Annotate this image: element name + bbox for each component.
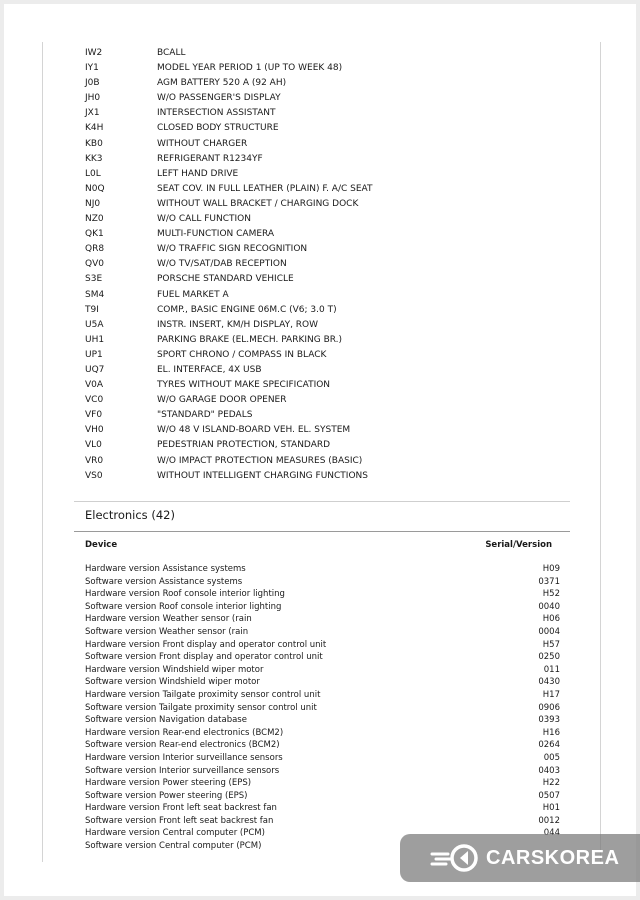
serial-version: 0040 <box>538 601 560 612</box>
table-row <box>85 777 560 790</box>
serial-version: H01 <box>542 803 560 814</box>
table-row <box>85 790 560 803</box>
device-name: Hardware version Front left seat backrest fan <box>85 803 277 814</box>
equipment-list <box>85 46 565 484</box>
equipment-row <box>85 393 565 408</box>
option-code: UH1 <box>85 334 105 345</box>
serial-version: H22 <box>542 778 560 789</box>
serial-version: H52 <box>542 589 560 600</box>
option-description: W/O CALL FUNCTION <box>157 214 251 225</box>
equipment-row <box>85 106 565 121</box>
equipment-row <box>85 272 565 287</box>
device-name: Software version Front display and operator control unit <box>85 652 323 663</box>
table-row <box>85 651 560 664</box>
device-name: Hardware version Assistance systems <box>85 564 246 574</box>
serial-version: 0906 <box>538 702 560 713</box>
device-name: Software version Roof console interior lighting <box>85 601 282 612</box>
equipment-row <box>85 318 565 333</box>
option-code: SM4 <box>85 289 105 300</box>
equipment-row <box>85 288 565 303</box>
table-row <box>85 739 560 752</box>
option-description: "STANDARD" PEDALS <box>157 410 253 421</box>
table-row <box>85 689 560 702</box>
option-description: SPORT CHRONO / COMPASS IN BLACK <box>157 349 327 360</box>
option-code: T9I <box>85 304 99 315</box>
serial-version: 0371 <box>538 576 560 587</box>
serial-version: 0250 <box>538 652 560 663</box>
option-description: PORSCHE STANDARD VEHICLE <box>157 274 294 285</box>
option-description: LEFT HAND DRIVE <box>157 168 239 179</box>
device-name: Software version Interior surveillance sensors <box>85 765 280 776</box>
serial-version: 005 <box>543 752 560 763</box>
option-description: WITHOUT CHARGER <box>157 138 248 149</box>
serial-version: H16 <box>542 727 560 738</box>
equipment-row <box>85 91 565 106</box>
option-description: BCALL <box>157 48 186 58</box>
option-code: IY1 <box>85 63 99 74</box>
option-code: QV0 <box>85 259 104 270</box>
serial-version: 0264 <box>538 740 560 751</box>
option-code: VR0 <box>85 455 104 466</box>
equipment-row <box>85 333 565 348</box>
table-row <box>85 802 560 815</box>
device-name: Software version Front left seat backrest fan <box>85 815 274 826</box>
serial-version: H57 <box>542 639 560 650</box>
equipment-row <box>85 197 565 212</box>
table-row <box>85 626 560 639</box>
option-code: L0L <box>85 168 101 179</box>
equipment-row <box>85 46 565 61</box>
option-code: IW2 <box>85 48 103 58</box>
equipment-row <box>85 76 565 91</box>
equipment-row <box>85 408 565 423</box>
option-code: VL0 <box>85 440 102 451</box>
option-code: J0B <box>85 78 100 89</box>
serial-version: 0012 <box>538 815 560 826</box>
column-header-serial-version: Serial/Version <box>485 540 552 550</box>
device-name: Software version Tailgate proximity sensor control unit <box>85 702 317 713</box>
table-row <box>85 588 560 601</box>
option-description: W/O GARAGE DOOR OPENER <box>157 395 287 406</box>
device-name: Software version Windshield wiper motor <box>85 677 260 688</box>
equipment-row <box>85 121 565 136</box>
table-row <box>85 639 560 652</box>
table-row <box>85 714 560 727</box>
device-name: Hardware version Front display and operator control unit <box>85 639 327 650</box>
equipment-row <box>85 348 565 363</box>
equipment-row <box>85 257 565 272</box>
equipment-row <box>85 152 565 167</box>
page-left-border <box>42 42 43 862</box>
option-description: AGM BATTERY 520 A (92 AH) <box>157 78 287 89</box>
table-row <box>85 601 560 614</box>
equipment-row <box>85 423 565 438</box>
serial-version: 0393 <box>538 715 560 726</box>
option-code: UQ7 <box>85 364 105 375</box>
equipment-row <box>85 242 565 257</box>
serial-version: H17 <box>542 689 560 700</box>
option-description: WITHOUT WALL BRACKET / CHARGING DOCK <box>157 198 359 209</box>
option-code: KK3 <box>85 153 103 164</box>
device-name: Software version Central computer (PCM) <box>85 841 262 852</box>
electronics-table <box>85 563 560 853</box>
serial-version: 0430 <box>538 677 560 688</box>
device-name: Software version Rear-end electronics (BCM2) <box>85 740 280 751</box>
device-name: Hardware version Rear-end electronics (BCM2) <box>85 727 284 738</box>
option-description: INTERSECTION ASSISTANT <box>157 108 276 119</box>
option-description: SEAT COV. IN FULL LEATHER (PLAIN) F. A/C SEAT <box>157 183 373 194</box>
option-description: COMP., BASIC ENGINE 06M.C (V6; 3.0 T) <box>157 304 337 315</box>
watermark-text: CARSKOREA <box>486 847 620 869</box>
serial-version: 011 <box>543 664 560 675</box>
option-code: JX1 <box>85 108 100 119</box>
table-row <box>85 765 560 778</box>
device-name: Hardware version Power steering (EPS) <box>85 778 252 789</box>
option-code: V0A <box>85 380 104 391</box>
option-code: QK1 <box>85 229 104 240</box>
equipment-row <box>85 227 565 242</box>
table-row <box>85 613 560 626</box>
device-name: Hardware version Central computer (PCM) <box>85 828 265 839</box>
carskorea-logo-icon <box>430 842 482 874</box>
serial-version: 0403 <box>538 765 560 776</box>
device-name: Hardware version Roof console interior lighting <box>85 589 285 600</box>
device-name: Hardware version Weather sensor (rain <box>85 614 252 625</box>
option-description: EL. INTERFACE, 4X USB <box>157 364 262 375</box>
document-page <box>4 4 636 896</box>
option-description: REFRIGERANT R1234YF <box>157 153 263 164</box>
option-description: PEDESTRIAN PROTECTION, STANDARD <box>157 440 331 451</box>
serial-version: H06 <box>542 614 560 625</box>
option-code: UP1 <box>85 349 103 360</box>
table-row <box>85 702 560 715</box>
option-code: VC0 <box>85 395 104 406</box>
column-header-device: Device <box>85 540 118 550</box>
option-description: W/O PASSENGER'S DISPLAY <box>157 93 281 104</box>
option-code: VH0 <box>85 425 104 436</box>
equipment-row <box>85 182 565 197</box>
option-description: WITHOUT INTELLIGENT CHARGING FUNCTIONS <box>157 470 368 481</box>
device-name: Software version Navigation database <box>85 715 247 726</box>
option-code: KB0 <box>85 138 103 149</box>
equipment-row <box>85 212 565 227</box>
device-name: Hardware version Interior surveillance sensors <box>85 752 283 763</box>
table-row <box>85 563 560 576</box>
table-row <box>85 815 560 828</box>
equipment-row <box>85 454 565 469</box>
option-description: W/O IMPACT PROTECTION MEASURES (BASIC) <box>157 455 363 466</box>
section-divider <box>74 501 570 502</box>
option-code: NJ0 <box>85 198 101 209</box>
equipment-row <box>85 363 565 378</box>
table-row <box>85 676 560 689</box>
option-code: VS0 <box>85 470 103 481</box>
option-code: QR8 <box>85 244 105 255</box>
serial-version: H09 <box>542 564 560 574</box>
equipment-row <box>85 303 565 318</box>
option-code: NZ0 <box>85 214 104 225</box>
option-description: INSTR. INSERT, KM/H DISPLAY, ROW <box>157 319 319 330</box>
equipment-row <box>85 137 565 152</box>
table-row <box>85 727 560 740</box>
option-code: S3E <box>85 274 103 285</box>
table-row <box>85 576 560 589</box>
device-name: Hardware version Tailgate proximity sensor control unit <box>85 689 321 700</box>
equipment-row <box>85 378 565 393</box>
option-description: MODEL YEAR PERIOD 1 (UP TO WEEK 48) <box>157 63 343 74</box>
option-code: K4H <box>85 123 104 134</box>
table-row <box>85 664 560 677</box>
device-name: Software version Weather sensor (rain <box>85 626 249 637</box>
option-description: CLOSED BODY STRUCTURE <box>157 123 279 134</box>
option-code: JH0 <box>85 93 101 104</box>
equipment-row <box>85 167 565 182</box>
device-name: Software version Power steering (EPS) <box>85 790 248 801</box>
serial-version: 0004 <box>538 626 560 637</box>
watermark-badge <box>400 834 640 882</box>
option-code: U5A <box>85 319 104 330</box>
serial-version: 0507 <box>538 790 560 801</box>
option-description: FUEL MARKET A <box>157 289 229 300</box>
equipment-row <box>85 469 565 484</box>
option-description: W/O TRAFFIC SIGN RECOGNITION <box>157 244 308 255</box>
table-header-divider <box>74 531 570 532</box>
device-name: Hardware version Windshield wiper motor <box>85 664 264 675</box>
option-code: N0Q <box>85 183 105 194</box>
device-name: Software version Assistance systems <box>85 576 243 587</box>
option-description: MULTI-FUNCTION CAMERA <box>157 229 275 240</box>
page-right-border <box>600 42 601 862</box>
option-code: VF0 <box>85 410 103 421</box>
equipment-row <box>85 438 565 453</box>
option-description: W/O 48 V ISLAND-BOARD VEH. EL. SYSTEM <box>157 425 351 436</box>
option-description: W/O TV/SAT/DAB RECEPTION <box>157 259 287 270</box>
equipment-row <box>85 61 565 76</box>
table-row <box>85 752 560 765</box>
option-description: TYRES WITHOUT MAKE SPECIFICATION <box>157 380 331 391</box>
electronics-section-title: Electronics (42) <box>85 508 175 522</box>
option-description: PARKING BRAKE (EL.MECH. PARKING BR.) <box>157 334 343 345</box>
